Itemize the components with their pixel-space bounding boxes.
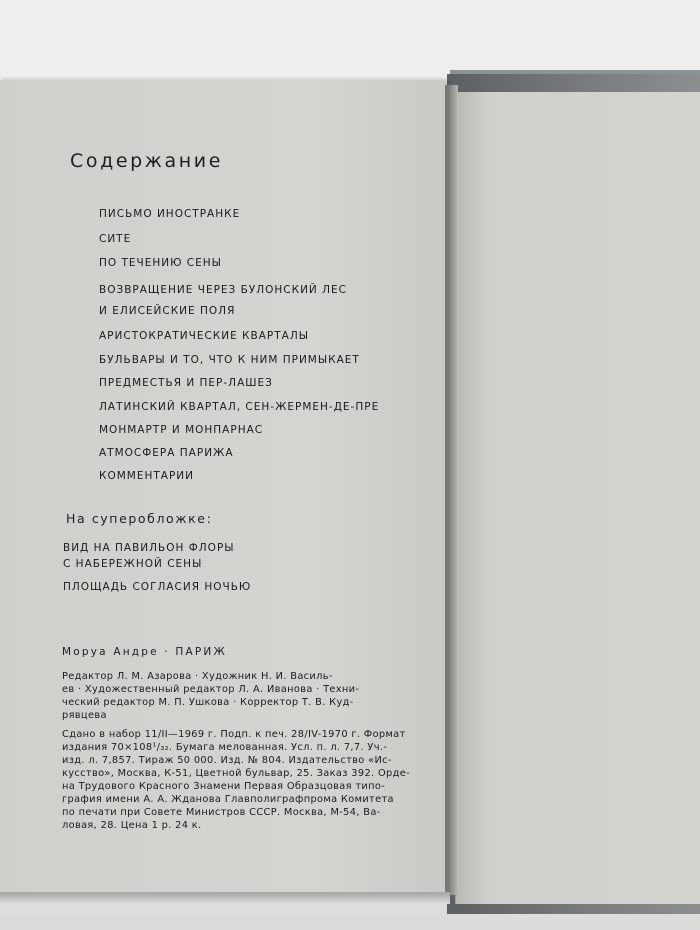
entry-title: ПО ТЕЧЕНИЮ СЕНЫ: [99, 257, 222, 269]
entry-title: КОММЕНТАРИИ: [99, 470, 195, 482]
contents-title: Содержание: [70, 150, 223, 172]
superjacket-item: ПЛОЩАДЬ СОГЛАСИЯ НОЧЬЮ: [63, 581, 252, 593]
entry-title: БУЛЬВАРЫ И ТО, ЧТО К НИМ ПРИМЫКАЕТ: [99, 354, 360, 366]
imprint-detail-line: на Трудового Красного Знамени Первая Образцовая типо-: [62, 781, 386, 792]
entry-title: АРИСТОКРАТИЧЕСКИЕ КВАРТАЛЫ: [99, 330, 309, 342]
imprint-detail-line: ловая, 28. Цена 1 р. 24 к.: [62, 820, 202, 831]
imprint-detail-line: издания 70×108¹/₃₂. Бумага мелованная. Усл. п. л. 7,7. Уч.-: [62, 742, 388, 753]
entry-title: АТМОСФЕРА ПАРИЖА: [99, 447, 234, 459]
imprint-detail-line: кусство», Москва, К-51, Цветной бульвар, 25. Заказ 392. Орде-: [62, 768, 410, 779]
entry-title: ПИСЬМО ИНОСТРАНКЕ: [99, 208, 241, 220]
superjacket-item: ВИД НА ПАВИЛЬОН ФЛОРЫ: [63, 542, 235, 554]
imprint-credit-line: ев · Художественный редактор Л. А. Иванова · Техни-: [62, 684, 360, 695]
imprint-detail-line: по печати при Совете Министров СССР. Москва, М-54, Ва-: [62, 807, 381, 818]
entry-title: И ЕЛИСЕЙСКИЕ ПОЛЯ: [99, 305, 236, 317]
entry-title: СИТЕ: [99, 233, 132, 245]
entry-title: ВОЗВРАЩЕНИЕ ЧЕРЕЗ БУЛОНСКИЙ ЛЕС: [99, 284, 347, 296]
superjacket-title: На суперобложке:: [66, 511, 213, 526]
entry-title: МОНМАРТР И МОНПАРНАС: [99, 424, 264, 436]
imprint-detail-line: изд. л. 7,857. Тираж 50 000. Изд. № 804. Издательство «Ис-: [62, 755, 392, 766]
imprint-credit-line: Редактор Л. М. Азарова · Художник Н. И. Василь-: [62, 671, 333, 682]
imprint-credit-line: ческий редактор М. П. Ушкова · Корректор Т. В. Куд-: [62, 697, 354, 708]
page-bottom-shadow: [0, 892, 450, 904]
right-page: [455, 92, 700, 904]
entry-title: ПРЕДМЕСТЬЯ И ПЕР-ЛАШЕЗ: [99, 377, 273, 389]
imprint-heading: Моруа Андре · ПАРИЖ: [62, 646, 227, 658]
superjacket-item: С НАБЕРЕЖНОЙ СЕНЫ: [63, 558, 203, 570]
imprint-detail-line: графия имени А. А. Жданова Главполиграфпрома Комитета: [62, 794, 394, 805]
imprint-detail-line: Сдано в набор 11/II—1969 г. Подп. к печ. 28/IV-1970 г. Формат: [62, 729, 406, 740]
entry-title: ЛАТИНСКИЙ КВАРТАЛ, СЕН-ЖЕРМЕН-ДЕ-ПРЕ: [99, 401, 380, 413]
imprint-credit-line: рявцева: [62, 710, 107, 721]
